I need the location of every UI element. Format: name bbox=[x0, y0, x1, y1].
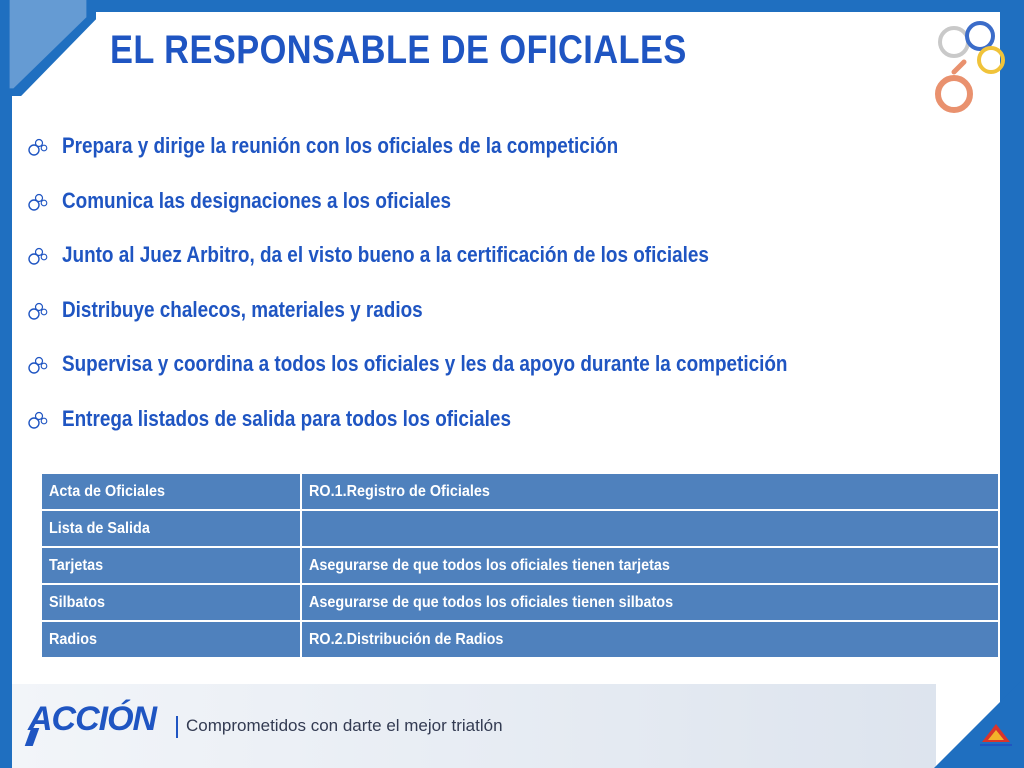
triathlon-rings-bullet-icon bbox=[26, 191, 48, 213]
table-cell-text: RO.2.Distribución de Radios bbox=[309, 630, 504, 648]
triathlon-rings-bullet-icon bbox=[26, 354, 48, 376]
triathlon-rings-logo bbox=[920, 14, 1010, 120]
table-cell-text: Acta de Oficiales bbox=[49, 482, 166, 500]
frame-left bbox=[0, 96, 12, 768]
corner-decoration-highlight bbox=[0, 0, 96, 96]
bullet-item bbox=[26, 185, 926, 240]
federation-logo-icon bbox=[976, 722, 1016, 764]
table-cell-description bbox=[301, 584, 999, 621]
bullet-item bbox=[26, 130, 926, 185]
table-cell-text: Silbatos bbox=[49, 593, 106, 611]
table-cell-description bbox=[301, 473, 999, 510]
slide-title: EL RESPONSABLE DE OFICIALES bbox=[110, 28, 687, 72]
table-cell-item bbox=[41, 584, 301, 621]
table-cell-text: Asegurarse de que todos los oficiales tienen tarjetas bbox=[309, 556, 670, 574]
table-row bbox=[41, 473, 999, 510]
footer-tagline: Comprometidos con darte el mejor triatlón bbox=[186, 716, 503, 735]
triathlon-rings-bullet-icon bbox=[26, 136, 48, 158]
bullet-list bbox=[26, 130, 926, 457]
table-row bbox=[41, 621, 999, 658]
bullet-item bbox=[26, 348, 926, 403]
table-cell-description bbox=[301, 621, 999, 658]
brand-logo-text: ACCIÓN bbox=[28, 700, 157, 738]
table-cell-item bbox=[41, 473, 301, 510]
triathlon-rings-bullet-icon bbox=[26, 300, 48, 322]
bullet-item bbox=[26, 294, 926, 349]
table-cell-description bbox=[301, 547, 999, 584]
table-row bbox=[41, 510, 999, 547]
tagline-divider bbox=[176, 716, 178, 738]
bullet-text: Entrega listados de salida para todos los oficiales bbox=[62, 405, 511, 431]
table-row bbox=[41, 547, 999, 584]
bullet-text: Distribuye chalecos, materiales y radios bbox=[62, 296, 423, 322]
bullet-text: Junto al Juez Arbitro, da el visto bueno a la certificación de los oficiales bbox=[62, 242, 709, 267]
table-cell-text: Asegurarse de que todos los oficiales tienen silbatos bbox=[309, 593, 674, 611]
table-cell-item bbox=[41, 547, 301, 584]
officials-table bbox=[40, 472, 1000, 659]
table-cell-text: Lista de Salida bbox=[49, 519, 150, 537]
bullet-item bbox=[26, 239, 926, 294]
table-cell-text: RO.1.Registro de Oficiales bbox=[309, 482, 490, 500]
bullet-item bbox=[26, 403, 926, 458]
bullet-text: Prepara y dirige la reunión con los oficiales de la competición bbox=[62, 133, 619, 158]
bullet-text: Supervisa y coordina a todos los oficiales y les da apoyo durante la competición bbox=[62, 351, 788, 376]
table-cell-item bbox=[41, 510, 301, 547]
table-cell-text: Radios bbox=[49, 630, 98, 648]
table-cell-item bbox=[41, 621, 301, 658]
table-cell-text: Tarjetas bbox=[49, 556, 104, 574]
frame-top bbox=[0, 0, 1024, 12]
bullet-text: Comunica las designaciones a los oficiales bbox=[62, 187, 452, 213]
triathlon-rings-bullet-icon bbox=[26, 245, 48, 267]
table-row bbox=[41, 584, 999, 621]
triathlon-rings-bullet-icon bbox=[26, 409, 48, 431]
table-cell-description bbox=[301, 510, 999, 547]
